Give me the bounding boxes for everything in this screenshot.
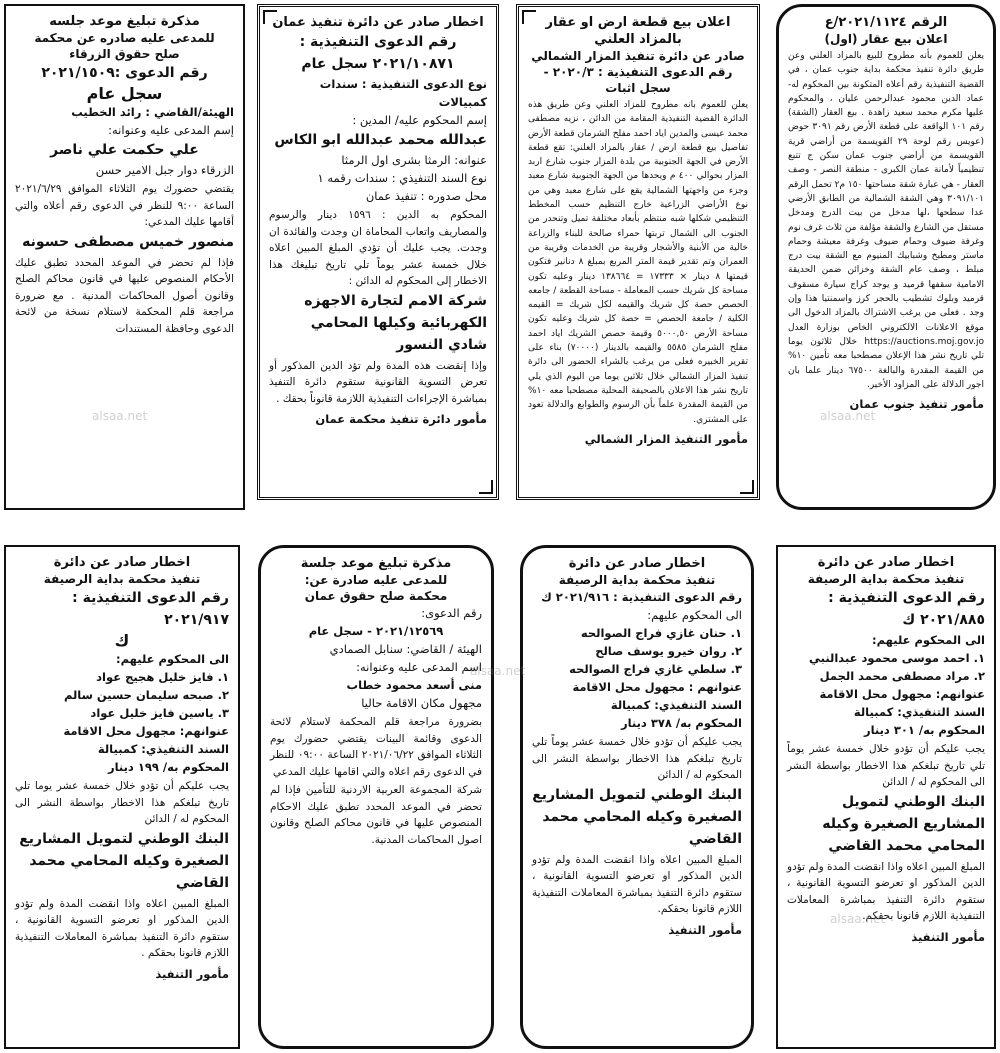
notice-line: محكمة صلح حقوق عمان xyxy=(304,589,448,603)
notice-line: رقم الدعوى التنفيذية : xyxy=(299,34,457,50)
notice-line: منى أسعد محمود خطاب xyxy=(346,678,482,692)
notice-signature: مأمور التنفيذ xyxy=(668,922,742,937)
notice-line: علي حكمت علي ناصر xyxy=(50,142,199,158)
notice-line: الزرقاء دوار جبل الامير حسن xyxy=(95,163,234,177)
notice-line: رقم الدعوى التنفيذية : ٢٠٢١/٨٨٥ ك xyxy=(828,590,985,628)
notice-title: مذكرة تبليغ موعد جلسه xyxy=(49,14,200,29)
notice-line: صادر عن دائرة تنفيذ المزار الشمالي xyxy=(531,49,745,63)
notice-paragraph: وإذا إنقضت هذه المدة ولم تؤد الدين المذكور أو تعرض التسوية القانونية ستقوم دائرة التنفيذ بمباشرة الإجراءات التنفيذية اللازمة قانوناً بحقك . xyxy=(269,359,487,405)
notice-line: ٢. صبحه سليمان حسين سالم xyxy=(63,688,229,702)
notice-line: السند التنفيذي: كمبيالة xyxy=(97,742,229,756)
notice-paragraph: المحكوم به الدين : ١٥٩٦ دينار والرسوم والمصاريف واتعاب المحاماة ان وجدت والفائدة ان وجدت. يجب عليك أن تؤدي المبلغ المبين اعلاه خلال خمسة عشر يوماً تلي تاريخ تبليغك هذا الاخطار إلى المحكوم له الدائن : xyxy=(269,209,487,287)
notice-title: اخطار صادر عن دائرة xyxy=(568,556,706,571)
notice-line: رقم الدعوى التنفيذية : ٢٠٢١/٩١٧ xyxy=(72,590,229,628)
notice-line: عبدالله محمد عبدالله ابو الكاس xyxy=(274,132,487,148)
notice-line: الى المحكوم عليهم: xyxy=(116,652,229,666)
notice-line: المحكوم به/ ١٩٩ دينار xyxy=(107,760,229,774)
watermark: alsaa.net xyxy=(92,409,148,423)
notice-execution-rusaifa-917 xyxy=(4,545,240,1049)
notice-party-name: البنك الوطني لتمويل المشاريع الصغيرة وكيله المحامي محمد القاضي xyxy=(532,786,742,847)
notice-line: عنوانهم : مجهول محل الاقامة xyxy=(572,680,742,694)
notice-paragraph: المبلغ المبين اعلاه واذا انقضت المدة ولم تؤدو الدين المذكور او تعرضو التسوية القانونية ، ستقوم دائرة التنفيذ بمباشرة المعاملات التنفيذية اللازم قانونا بحقكم. xyxy=(787,860,985,922)
notice-line: السند التنفيذي: كمبيالة xyxy=(610,698,742,712)
notice-line: رقم الدعوى التنفيذية : ٢٠٢٠/٣ - سجل اثبات xyxy=(543,65,733,95)
notice-line: تنفيذ محكمة بداية الرصيفة xyxy=(558,573,716,587)
notice-line: نوع السند التنفيذي : سندات رقمه ١ xyxy=(317,171,487,185)
notice-execution-amman xyxy=(257,4,499,500)
notice-paragraph: المبلغ المبين اعلاه واذا انقضت المدة ولم تؤدو الدين المذكور او تعرضو التسوية القانونية ، ستقوم دائرة التنفيذ بمباشرة المعاملات التنفيذية اللازم قانونا بحقكم . xyxy=(15,897,229,959)
notice-line: مجهول مكان الاقامة حاليا xyxy=(361,696,482,710)
notice-execution-rusaifa-916 xyxy=(520,545,754,1049)
notice-execution-rusaifa-885 xyxy=(776,545,996,1049)
notice-line: اسم المدعى عليه وعنوانه: xyxy=(356,660,482,674)
watermark: alsaa.net xyxy=(470,664,526,678)
notice-line: محل صدوره : تنفيذ عمان xyxy=(365,189,487,203)
notice-line: ١. فايز خليل هجيج عواد xyxy=(96,670,229,684)
notice-line: ٢٠٢١/١٢٥٦٩ - سجل عام xyxy=(308,624,444,638)
notice-line: الى المحكوم عليهم: xyxy=(647,608,742,622)
notice-line: ٣. ياسين فايز خليل عواد xyxy=(90,706,229,720)
notice-title: اخطار صادر عن دائرة تنفيذ عمان xyxy=(272,15,484,30)
notice-line: ١. احمد موسى محمود عبدالنبي xyxy=(809,651,985,665)
notice-signature: مأمور تنفيذ جنوب عمان xyxy=(849,397,984,412)
notice-signature: مأمور دائرة تنفيذ محكمة عمان xyxy=(315,412,487,426)
notice-title: اخطار صادر عن دائرة xyxy=(53,555,191,570)
notice-line: ٢. روان خيرو يوسف صالح xyxy=(595,644,742,658)
notice-title: مذكرة تبليغ موعد جلسة xyxy=(300,556,452,571)
notice-line: السند التنفيذي: كمبيالة xyxy=(853,705,985,719)
notice-paragraph: يجب عليكم أن تؤدو خلال خمسة عشر يوماً تلي تاريخ تبلغكم هذا الاخطار بواسطة النشر الى المحكوم له / الدائن xyxy=(532,736,742,781)
watermark: alsaa.net xyxy=(830,912,886,926)
notice-line: إسم المحكوم عليه/ المدين : xyxy=(352,113,487,127)
notice-hearing-zarqa xyxy=(4,4,245,510)
notice-line: ٢٠٢١/١٠٨٧١ سجل عام xyxy=(301,56,455,72)
notice-signature: مأمور التنفيذ xyxy=(911,929,985,944)
notice-line: ٣. سلطي غازي فراج الصوالحه xyxy=(569,662,742,676)
notice-title: الرقم ٢٠٢١/١١٢٤/ع xyxy=(824,15,948,30)
notice-paragraph: يعلن للعموم بانه مطروح للمزاد العلني وعن طريق هذه الدائرة القضية التنفيذية المقامة من الدائن ، نزيه مصطفى محمد عيسى والمدين اياد احمد مفلح الشرمان قطعة الأرض تفاصيل بيع قطعة ارض / عقار بالمزاد العلني: تقع قطعة الأرض في الجهة الجنوبية من بلدة المزار جنوب شارع اربد المزار بحوالي ٤٠٠ م ويحدها من الجهة الجنوبية شارع معبد وجزء من واجهتها الشمالية يقع على شارع معبد وهي من نوع الأراضي الزراعية خارج التنظيم حسب المخطط التنظيمي شكلها شبه منتظم بأبعاد مختلفة تميل وتنحدر من الجنوب الى الشمال تربتها حمراء صالحة للبناء والزراعة خالية من الأبنية والأشجار وقريبة من الخدمات وقريبة من العمران وتم تقدير قيمة المتر المربع بمبلغ ٨ دنانير فتكون قيمتها ٨ دينار × ١٧٣٣٣ = ١٣٨٦٦٤ دينار وعليه تكون مساحة كل شريك حسب المعاملة - مساحة القطعة / جامعه الحصص حصة كل شريك والقيمه لكل شريك = القيمه الكلية / جامعة الحصص = حصة كل شريك وعليه تكون مساحة الأرض ٥٠٠٠,٥٠ وقيمة حصص الشريك اياد احمد مفلح الشرمان ٥٥٨٥ والقيمه بالدينار (٧٠٠٠٠) بناء على تقرير الخبيره فعلى من يرغب بالشراء الحضور الى دائرة تنفيذ المزار الشمالي خلال ثلاثين يوما من اليوم الذي يلي تاريخ نشر هذا الاعلان بالصحيفة المحلية مصطحبا معه ١٠% من القيمة المقدرة علماً بأن الرسوم والطوابع والدلالة تعود على المشتري. xyxy=(528,100,749,425)
notice-line: ١. حنان غازي فراج الصوالحه xyxy=(580,626,742,640)
notice-line: رقم الدعوى: xyxy=(421,606,482,620)
notice-line: عنوانهم: مجهول محل الاقامة xyxy=(63,724,229,738)
notice-line: صلح حقوق الزرقاء xyxy=(69,47,180,61)
notice-line: نوع الدعوى التنفيذية : سندات كمبيالات xyxy=(319,77,487,109)
notice-line: المحكوم به/ ٣٠١ دينار xyxy=(863,723,985,737)
notice-signature: مأمور التنفيذ المزار الشمالي xyxy=(584,431,748,446)
notice-line: رقم الدعوى التنفيذية : ٢٠٢١/٩١٦ ك xyxy=(541,590,742,604)
notice-line: ك xyxy=(114,631,130,650)
notice-title: اخطار صادر عن دائرة xyxy=(817,555,955,570)
notice-line: الى المحكوم عليهم: xyxy=(872,633,985,647)
notice-line: عنوانه: الرمثا بشرى اول الرمثا xyxy=(341,153,487,167)
notice-paragraph: فإذا لم تحضر في الموعد المحدد تطبق عليك الأحكام المنصوص عليها في قانون محاكم الصلح وقانون أصول المحاكمات المدنية . مع ضرورة مراجعة قلم المحكمة لاستلام نسخة من لائحة الدعوى وحافظة المستندات xyxy=(15,256,234,335)
notice-party-name: منصور خميس مصطفى حسونه xyxy=(22,233,234,250)
notice-party-name: شركة الامم لتجارة الاجهزه الكهربائية وكيلها المحامي شادي النسور xyxy=(304,292,487,353)
notice-paragraph: يجب عليكم أن تؤدو خلال خمسة عشر يوما تلي تاريخ تبلغكم هذا الاخطار بواسطة النشر الى المحكوم له / الدائن xyxy=(15,780,229,825)
notice-paragraph: شركة المجموعة العربية الاردنية للتأمين فإذا لم تحضر في الموعد المحدد تطبق عليك الاحكام المنصوص عليها في قانون محاكم الصلح وقانون اصول المحاكمات المدنية. xyxy=(270,784,482,846)
watermark: alsaa.net xyxy=(820,409,876,423)
notice-line: سجل عام xyxy=(86,84,163,103)
notice-line: رقم الدعوى :٢٠٢١/١٥٠٩ xyxy=(41,65,208,81)
notice-hearing-amman xyxy=(258,545,494,1049)
notice-paragraph: يجب عليكم أن تؤدو خلال خمسة عشر يوماً تلي تاريخ تبلغكم هذا الاخطار بواسطة النشر الى المحكوم له / الدائن xyxy=(787,743,985,788)
notice-title: اعلان بيع قطعة ارض او عقار بالمزاد العلني xyxy=(545,15,731,47)
notice-line: عنوانهم: مجهول محل الاقامة xyxy=(819,687,985,701)
notice-paragraph: المبلغ المبين اعلاه واذا انقضت المدة ولم تؤدو الدين المذكور او تعرضو التسوية القانونية ، ستقوم دائرة التنفيذ بمباشرة المعاملات التنفيذية اللازم قانونا بحقكم. xyxy=(532,853,742,915)
notice-line: تنفيذ محكمة بداية الرصيفة xyxy=(807,572,965,586)
notice-party-name: البنك الوطني لتمويل المشاريع الصغيرة وكيله المحامي محمد القاضي xyxy=(19,830,229,891)
notice-signature: مأمور التنفيذ xyxy=(155,966,229,981)
notice-line: للمدعى عليه صادرة عن: xyxy=(304,573,448,587)
notice-land-auction-mazar xyxy=(516,4,760,500)
notice-paragraph: بضرورة مراجعة قلم المحكمة لاستلام لائحة الدعوى وقائمة البينات يقتضي حضورك يوم الثلاثاء الموافق ٢٠٢١/٠٦/٢٢ الساعة ٠٩:٠٠ للنظر في الدعوى رقم اعلاه والتي اقامها عليك المدعي xyxy=(270,716,482,778)
notice-property-auction-south-amman xyxy=(776,4,996,510)
notice-line: الهيئة / القاضي: سنابل الصمادي xyxy=(329,642,482,656)
notice-party-name: البنك الوطني لتمويل المشاريع الصغيرة وكيله المحامي محمد القاضي xyxy=(822,793,985,854)
notice-line: الهيئة/القاضي : رائد الخطيب xyxy=(71,105,234,119)
notice-paragraph: يعلن للعموم بأنه مطروح للبيع بالمزاد العلني وعن طريق دائرة تنفيذ محكمة بداية جنوب عمان ، في القضية التنفيذية رقم أعلاه المتكونة بين المحكوم له- عماد الدين محمود عبدالرحمن عليان ، والمحكوم عليها مكرم محمد سعيد زاهدة . بيع العقار (الشقة) رقم ١٠١ الواقعة على قطعة الأرض رقم ٣٠٩١ حوض (عويس رقم لوحة ٢٩ القويسمة من أراضي قرية القويسمة من أراضي جنوب عمان سكن ج تتبع تنظيمياً لأمانة عمان الكبرى - منطقة النصر - وصف العقار - هي عبارة شقة مساحتها ١٥٠ م٢ تحمل الرقم ٣٠٩١/١٠١ وهي الشقة الشمالية من الطابق الأرضي عدا سطحها ،لها مدخل من بيت الدرج ومدخل مستقل من الشارع والشقة مؤلفة من ثلاث غرف نوم وغرفة ضيوف وحمام ضيوف وغرفة معيشة وحمام ماستر ومطبخ وشبابيك المنيوم مع الشقة بيت درج مبلط ، وصف عام الشقة وخزائن ضمن الحديقة الامامية سقفها قرميد و يوجد كراج سيارة مسقوف قرميد وبلوك تشطيب بالحجر كرز واسمنتيا هذا وإن وجد . فعلى من يرغب الاشتراك بالمزاد الدخول الى موقع الاعلانات الالكتروني الخاص بوزارة العدل https://auctions.moj.gov.jo خلال ثلاثون يوما تلي تاريخ نشر هذا الإعلان مصطحبا معه تأمين ١٠% من القيمة المقدرة والبالغة ٦٧٥٠٠ دينار علما بان اجور الدلالة على المزاود الأخير. xyxy=(788,51,984,390)
notice-paragraph: يقتضي حضورك يوم الثلاثاء الموافق ٢٠٢١/٦/٢٩ الساعة ٩:٠٠ للنظر في الدعوى رقم أعلاه والتي أقامها عليك المدعي: xyxy=(15,183,234,228)
notice-line: اعلان بيع عقار (اول) xyxy=(824,32,948,46)
notice-line: إسم المدعى عليه وعنوانه: xyxy=(108,123,234,137)
notice-line: تنفيذ محكمة بداية الرصيفة xyxy=(43,572,201,586)
notice-line: ٢. مراد مصطفى محمد الجمل xyxy=(819,669,985,683)
notice-line: المحكوم به/ ٣٧٨ دينار xyxy=(620,716,742,730)
notice-line: للمدعى عليه صادره عن محكمة xyxy=(34,31,215,45)
